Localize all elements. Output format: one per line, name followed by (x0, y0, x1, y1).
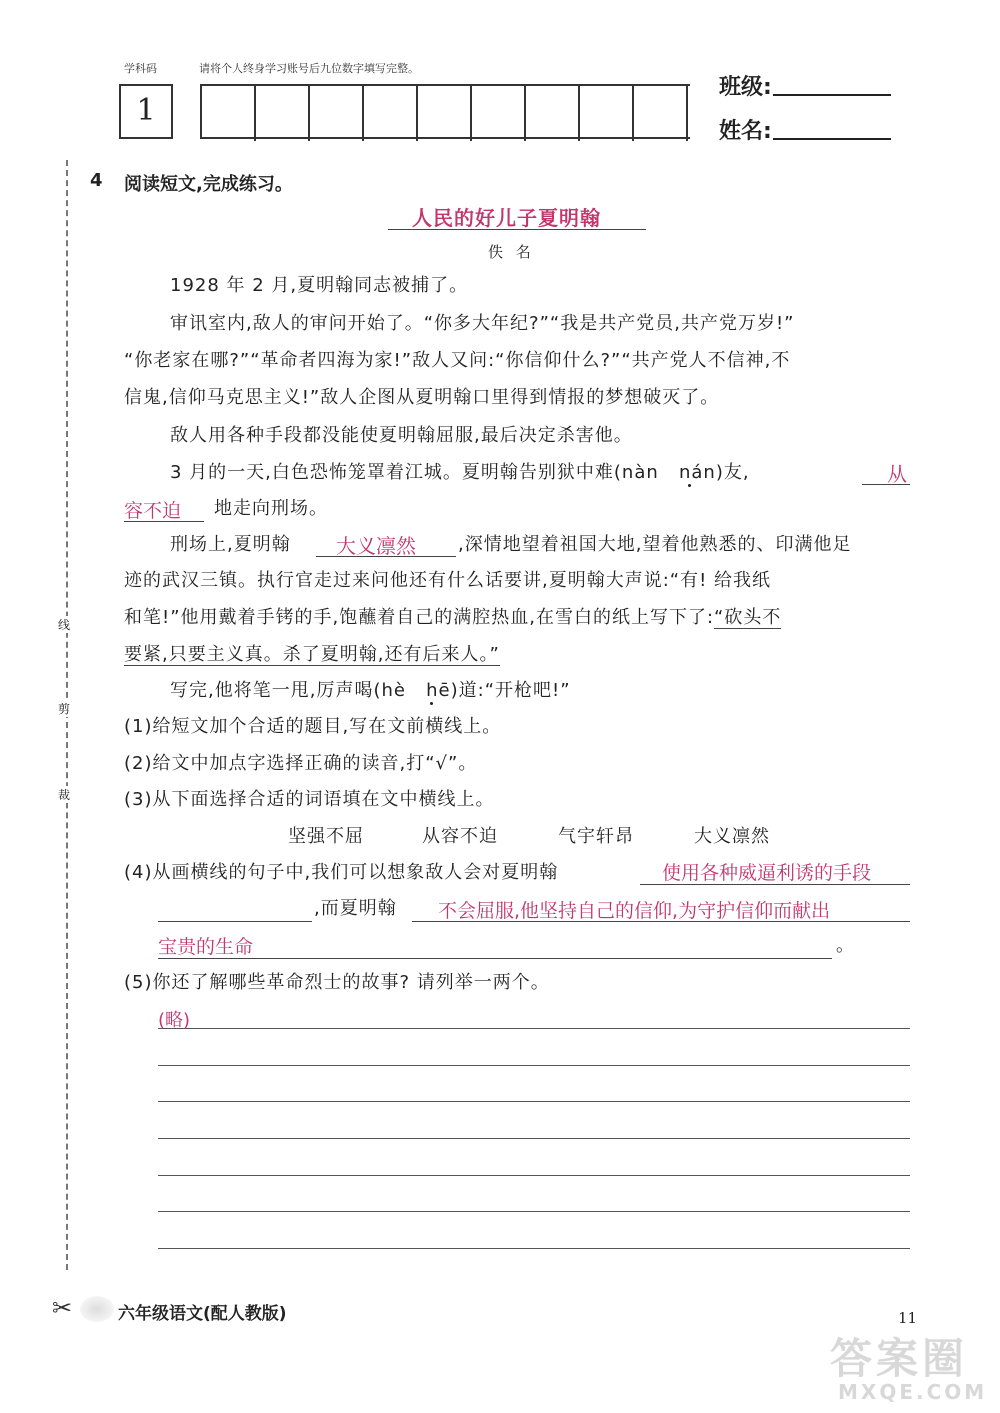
subject-code-label: 学科码 (124, 62, 157, 75)
word-option-1: 坚强不屈 (288, 826, 364, 847)
footer-book-title: 六年级语文(配人教版) (118, 1304, 287, 1324)
cut-label-trim: 裁 (58, 788, 71, 802)
pinyin-option-nan2[interactable]: nán (678, 462, 716, 483)
scissors-icon: ✂ (52, 1294, 73, 1322)
passage-p6 (170, 680, 571, 702)
digit-box[interactable] (364, 86, 418, 141)
digit-box[interactable] (472, 86, 526, 141)
pinyin-option-he4[interactable]: hè (381, 680, 406, 701)
question-number: 4 (90, 170, 103, 191)
word-option-4: 大义凛然 (694, 826, 770, 847)
subject-code-value: 1 (136, 93, 156, 128)
digit-box[interactable] (310, 86, 364, 141)
pinyin-option-he1[interactable]: hē (426, 680, 451, 701)
digit-box[interactable] (256, 86, 310, 141)
task-5: (5)你还了解哪些革命烈士的故事? 请列举一两个。 (124, 972, 550, 993)
answer-rule[interactable] (158, 1101, 910, 1102)
page-number: 11 (898, 1309, 918, 1327)
task-4-line-1b[interactable] (158, 895, 312, 922)
task-4-text-b: ,而夏明翰 (314, 898, 397, 919)
digit-box[interactable] (580, 86, 634, 141)
account-digit-boxes[interactable] (200, 84, 690, 139)
blank-2-answer: 大义凛然 (336, 534, 416, 558)
passage-p5-line1b: ,深情地望着祖国大地,望着他熟悉的、印满他足 (458, 534, 852, 555)
passage-p5-line2: 迹的武汉三镇。执行官走过来问他还有什么话要讲,夏明翰大声说:“有! 给我纸 (124, 570, 772, 591)
passage-p2-line3: 信鬼,信仰马克思主义!”敌人企图从夏明翰口里得到情报的梦想破灭了。 (124, 387, 720, 408)
digit-box[interactable] (418, 86, 472, 141)
answer-rule[interactable] (158, 1028, 910, 1029)
answer-rule[interactable] (158, 1211, 910, 1212)
underlined-quote-start: “砍头不 (714, 607, 782, 628)
p4-text-a: 3 月的一天,白色恐怖笼罩着江城。夏明翰告别狱中难( (170, 462, 622, 483)
task-4-answer-2b: 宝贵的生命 (158, 936, 254, 958)
passage-title: 人民的好儿子夏明翰 (412, 206, 601, 230)
passage-author: 佚 名 (488, 243, 535, 261)
name-label: 姓名: (719, 119, 772, 144)
emphasis-dot (430, 702, 433, 705)
cut-label-cut: 剪 (58, 702, 71, 716)
digit-box[interactable] (634, 86, 688, 141)
emphasis-dot (688, 484, 691, 487)
answer-rule[interactable] (158, 1138, 910, 1139)
answer-rule[interactable] (158, 1175, 910, 1176)
subject-code-box[interactable] (119, 84, 173, 139)
word-option-2: 从容不迫 (422, 826, 498, 847)
task-2: (2)给文中加点字选择正确的读音,打“√”。 (124, 753, 478, 774)
p5-line3-text: 和笔!”他用戴着手铐的手,饱蘸着自己的满腔热血,在雪白的纸上写下了: (124, 607, 715, 628)
cut-label-line: 线 (58, 618, 71, 632)
task-1: (1)给短文加个合适的题目,写在文前横线上。 (124, 716, 502, 737)
passage-p4-line2: 地走向刑场。 (214, 498, 328, 519)
passage-p4-line1 (170, 462, 750, 484)
pinyin-option-nan4[interactable]: nàn (621, 462, 659, 483)
underlined-quote-end: 要紧,只要主义真。杀了夏明翰,还有后来人。” (124, 644, 500, 665)
watermark-url: MXQE.COM (838, 1380, 988, 1404)
footer-logo-icon (80, 1296, 114, 1322)
answer-rule[interactable] (158, 1065, 910, 1066)
p6-text-b: )道:“开枪吧!” (450, 680, 571, 701)
task-4-text-a: (4)从画横线的句子中,我们可以想象敌人会对夏明翰 (124, 862, 559, 883)
passage-p1: 1928 年 2 月,夏明翰同志被捕了。 (170, 275, 469, 296)
word-option-3: 气宇轩昂 (558, 826, 634, 847)
account-instruction: 请将个人终身学习账号后九位数字填写完整。 (199, 62, 419, 75)
blank-1-answer-a: 从 (887, 462, 907, 486)
task-4-line-3[interactable] (158, 932, 832, 959)
task-4-end: 。 (836, 935, 855, 956)
answer-rule[interactable] (158, 1248, 910, 1249)
watermark-logo: 答案圈 (830, 1334, 969, 1383)
class-label: 班级: (719, 75, 772, 100)
task-4-answer-2a: 不会屈服,他坚持自己的信仰,为守护信仰而献出 (438, 900, 831, 922)
blank-1-answer-b: 容不迫 (124, 500, 182, 522)
task-4-answer-1: 使用各种威逼利诱的手段 (662, 862, 872, 884)
passage-p5-line1a: 刑场上,夏明翰 (170, 534, 291, 555)
digit-box[interactable] (526, 86, 580, 141)
question-instruction: 阅读短文,完成练习。 (124, 174, 293, 195)
digit-box[interactable] (202, 86, 256, 141)
class-field[interactable] (773, 70, 891, 96)
passage-p2-line2: “你老家在哪?”“革命者四海为家!”敌人又问:“你信仰什么?”“共产党人不信神,不 (124, 350, 791, 371)
task-3: (3)从下面选择合适的词语填在文中横线上。 (124, 789, 495, 810)
passage-p5-line3 (124, 607, 781, 629)
p6-text-a: 写完,他将笔一甩,厉声喝( (170, 680, 382, 701)
p4-text-b: )友, (715, 462, 750, 483)
passage-p3: 敌人用各种手段都没能使夏明翰屈服,最后决定杀害他。 (170, 425, 633, 446)
task-5-answer: (略) (158, 1010, 191, 1031)
name-field[interactable] (773, 114, 891, 140)
passage-p5-line4 (124, 644, 500, 666)
passage-p2-line1: 审讯室内,敌人的审问开始了。“你多大年纪?”“我是共产党员,共产党万岁!” (170, 313, 795, 334)
